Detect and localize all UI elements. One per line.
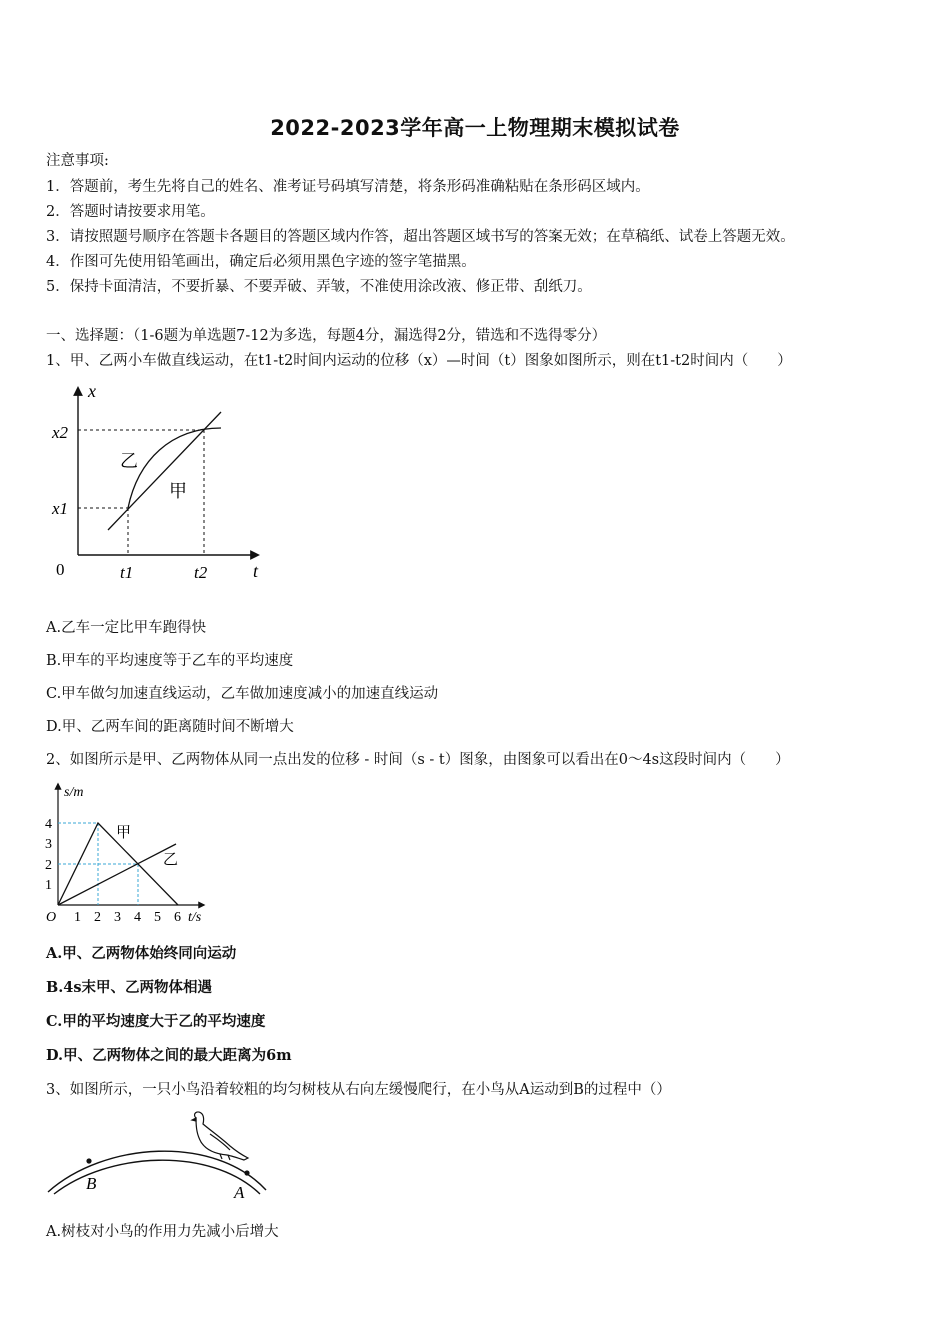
t1-label: t1 <box>120 563 134 582</box>
notes-heading: 注意事项: <box>46 153 109 169</box>
label-yi: 乙 <box>120 451 138 471</box>
label-yi: 乙 <box>163 852 179 868</box>
question-1-option: D.甲、乙两车间的距离随时间不断增大 <box>46 719 294 735</box>
point-b <box>86 1158 91 1163</box>
question-1-option: C.甲车做匀加速直线运动，乙车做加速度减小的加速直线运动 <box>46 686 439 702</box>
question-2-option: B.4s末甲、乙两物体相遇 <box>46 979 213 996</box>
bird-icon <box>192 1112 248 1160</box>
question-2-option: D.甲、乙两物体之间的最大距离为6m <box>46 1047 292 1064</box>
y-axis-label: s/m <box>64 785 84 800</box>
label-jia: 甲 <box>116 825 132 841</box>
y-tick: 3 <box>45 837 52 852</box>
x2-label: x2 <box>52 423 69 442</box>
y-tick: 2 <box>45 858 52 873</box>
branch-inner <box>54 1160 260 1194</box>
label-a: A <box>234 1183 245 1202</box>
origin-label: O <box>46 910 57 925</box>
note-item: 1．答题前，考生先将自己的姓名、准考证号码填写清楚，将条形码准确粘贴在条形码区域内。 <box>46 179 650 195</box>
note-item: 2．答题时请按要求用笔。 <box>46 204 215 220</box>
x-tick: 4 <box>134 910 141 925</box>
question-2-stem: 2、如图所示是甲、乙两物体从同一点出发的位移 - 时间（s - t）图象，由图象可以看出在0～4s这段时间内（ ） <box>46 752 790 768</box>
x1-label: x1 <box>52 499 69 518</box>
question-3-option: A.树枝对小鸟的作用力先减小后增大 <box>46 1224 279 1240</box>
question-3-figure <box>44 1110 274 1205</box>
x-axis-label: t <box>253 561 259 581</box>
label-jia: 甲 <box>169 481 187 501</box>
x-tick: 6 <box>174 910 181 925</box>
origin-label: 0 <box>56 560 65 579</box>
t2-label: t2 <box>194 563 208 582</box>
note-item: 3．请按照题号顺序在答题卡各题目的答题区域内作答，超出答题区域书写的答案无效；在草稿纸、试卷上答题无效。 <box>46 229 795 245</box>
question-1-stem: 1、甲、乙两小车做直线运动，在t1-t2时间内运动的位移（x）—时间（t）图象如图所示，则在t1-t2时间内（ ） <box>46 353 792 369</box>
question-2-option: A.甲、乙两物体始终同向运动 <box>46 945 237 962</box>
question-2-option: C.甲的平均速度大于乙的平均速度 <box>46 1013 266 1030</box>
question-2-figure <box>44 780 214 928</box>
note-item: 4．作图可先使用铅笔画出，确定后必须用黑色字迹的签字笔描黑。 <box>46 254 476 270</box>
question-1-option: A.乙车一定比甲车跑得快 <box>46 620 207 636</box>
question-1-option: B.甲车的平均速度等于乙车的平均速度 <box>46 653 294 669</box>
x-axis-label: t/s <box>188 910 202 925</box>
point-a <box>244 1170 249 1175</box>
x-tick: 5 <box>154 910 161 925</box>
y-tick: 4 <box>45 817 52 832</box>
line-yi <box>58 844 179 905</box>
note-item: 5．保持卡面清洁，不要折暴、不要弄破、弄皱，不准使用涂改液、修正带、刮纸刀。 <box>46 279 592 295</box>
question-3-stem: 3、如图所示，一只小鸟沿着较粗的均匀树枝从右向左缓慢爬行，在小鸟从A运动到B的过程中（） <box>46 1082 671 1098</box>
y-tick: 1 <box>45 878 52 893</box>
x-tick: 3 <box>114 910 121 925</box>
question-1-figure <box>46 380 276 585</box>
section-heading: 一、选择题：（1-6题为单选题7-12为多选，每题4分，漏选得2分，错选和不选得零分） <box>46 328 607 344</box>
x-tick: 1 <box>74 910 81 925</box>
label-b: B <box>86 1174 97 1193</box>
y-axis-label: x <box>88 381 96 401</box>
x-tick: 2 <box>94 910 101 925</box>
page-title: 2022-2023学年高一上物理期末模拟试卷 <box>270 116 680 140</box>
